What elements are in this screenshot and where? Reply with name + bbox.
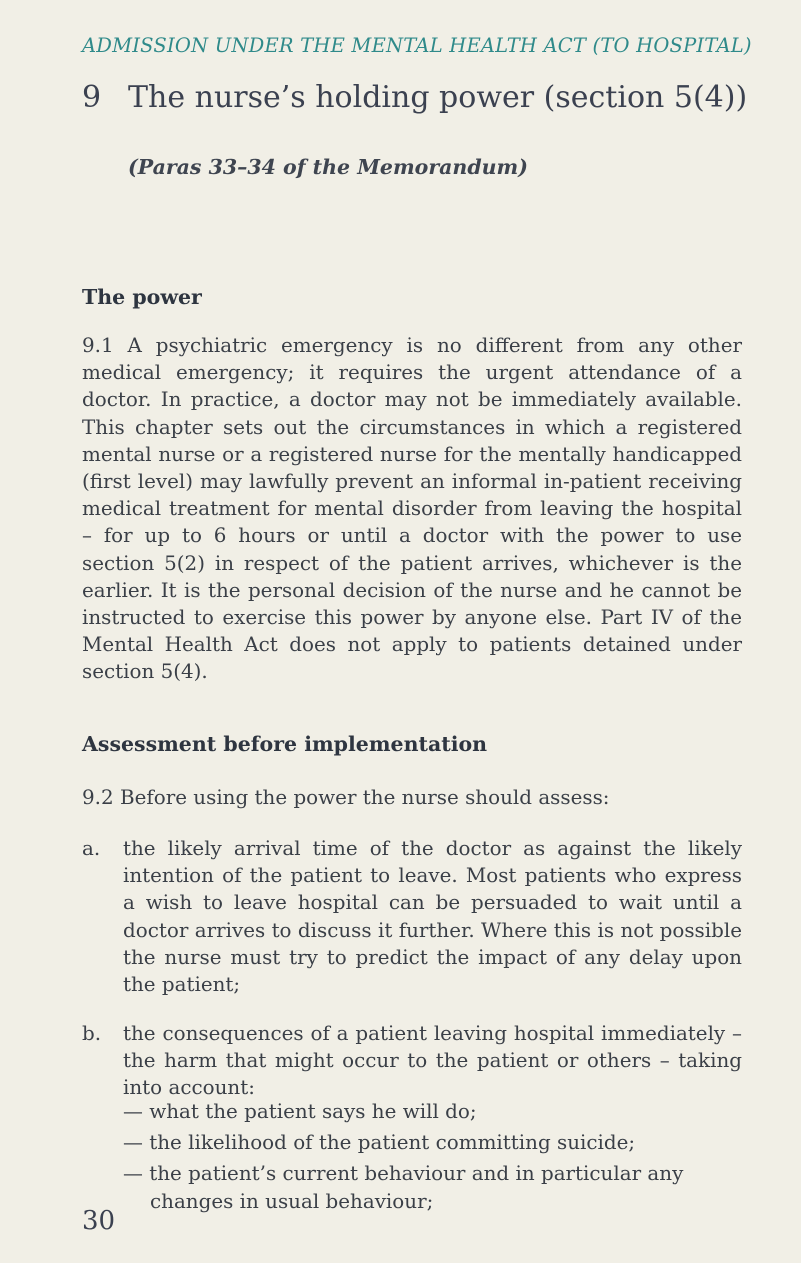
list-item-text: the consequences of a patient leaving hospital immediately – the harm that might occur to the patient or others – taking into account: [123,1022,742,1100]
chapter-title-text: The nurse’s holding power (section 5(4)) [128,80,748,115]
list-item-text: the likely arrival time of the doctor as against the likely intention of the patient to leave. Most patients who express a wish to leave hospital can be persuaded to wait until a doctor arrives to discuss it further. Where this is not possible the nurse must try to predict the impact of any delay upon the patient; [123,837,742,997]
section-heading-assessment: Assessment before implementation [82,732,488,756]
sub-item-1 [123,1098,743,1125]
sub-item-text: — the patient’s current behaviour and in particular any changes in usual behaviour; [123,1162,684,1213]
paragraph-text: Before using the power the nurse should assess: [119,786,610,809]
paragraph-text: A psychiatric emergency is no different from any other medical emergency; it requires the urgent attendance of a doctor. In practice, a doctor may not be immediately available. This chapter sets out the circumstances in which a registered mental nurse or a registered nurse for the mentally handicapped (first level) may lawfully prevent an informal in-patient receiving medical treatment for mental disorder from leaving the hospital – for up to 6 hours or until a doctor with the power to use section 5(2) in respect of the patient arrives, whichever is the earlier. It is the personal decision of the nurse and he cannot be instructed to exercise this power by anyone else. Part IV of the Mental Health Act does not apply to patients detained under section 5(4). [82,334,742,684]
sub-item-text: — the likelihood of the patient committing suicide; [123,1131,636,1155]
list-item-a [82,835,742,998]
sub-item-2 [123,1129,743,1156]
sub-item-3 [123,1160,743,1214]
paragraph-number: 9.2 [82,786,114,809]
list-item-label: b. [82,1022,102,1045]
chapter-title [82,80,747,115]
paragraph-9-2 [82,784,742,811]
page-number: 30 [82,1206,116,1236]
paragraph-number: 9.1 [82,334,114,357]
paragraph-9-1 [82,332,742,686]
list-item-b [82,1020,742,1102]
sub-item-text: — what the patient says he will do; [123,1100,477,1123]
running-head: ADMISSION UNDER THE MENTAL HEALTH ACT (TO HOSPITAL) [82,34,752,57]
chapter-number: 9 [82,80,102,115]
chapter-subtitle: (Paras 33–34 of the Memorandum) [128,155,528,179]
list-item-label: a. [82,837,101,860]
section-heading-power: The power [82,285,202,309]
